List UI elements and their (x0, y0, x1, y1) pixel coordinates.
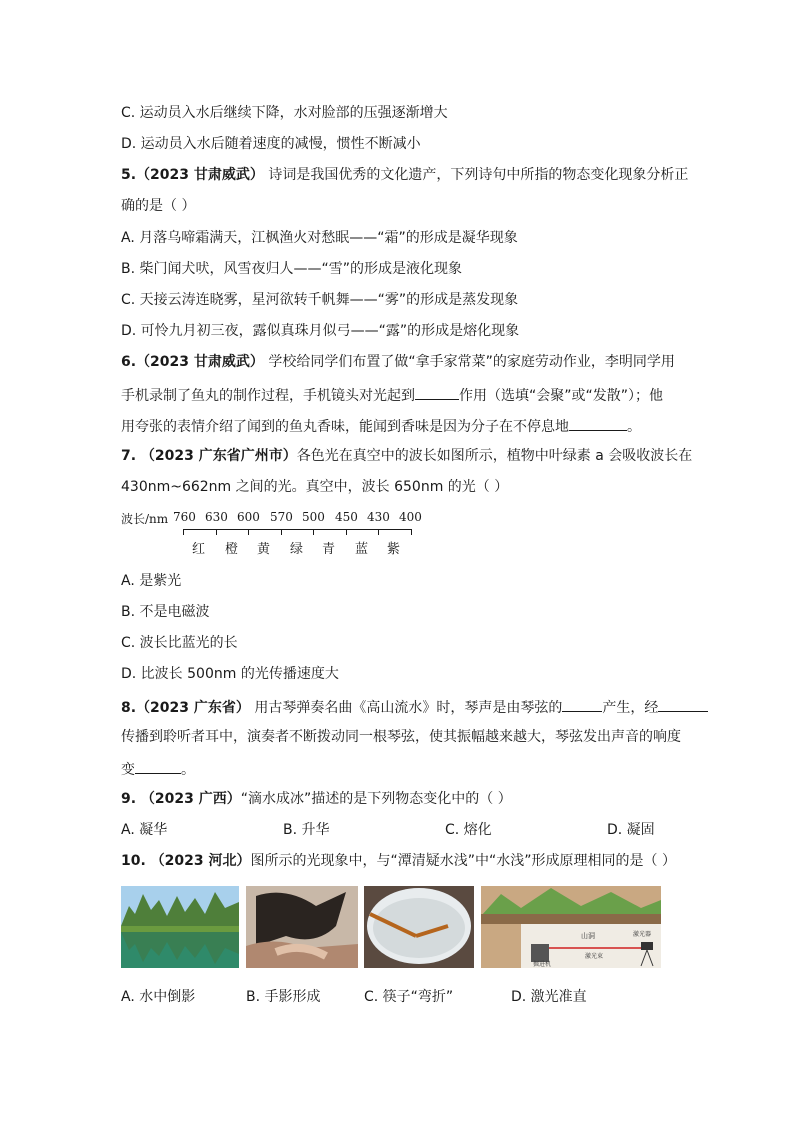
q6-blank-1[interactable] (415, 385, 459, 400)
diagram-label-laser: 激光器 (633, 931, 652, 938)
q9-option-d: D. 凝固 (607, 822, 655, 838)
question-6-tag: 6.（2023 甘肃威武） (121, 354, 264, 370)
spectrum-tick (183, 529, 184, 535)
q8-line3-b: 。 (181, 762, 195, 778)
wavelength-spectrum-figure (121, 508, 441, 556)
question-7-stem (121, 447, 692, 465)
spectrum-tick (411, 529, 412, 535)
hand-shadow-image (246, 886, 358, 968)
question-5-text: 诗词是我国优秀的文化遗产，下列诗句中所指的物态变化现象分析正 (263, 167, 689, 183)
lake-reflection-image (121, 886, 239, 968)
question-8-line3 (121, 759, 195, 779)
q7-option-c: C. 波长比蓝光的长 (121, 635, 238, 651)
q6-line2-b: 作用（选填“会聚”或“发散”）；他 (459, 388, 664, 404)
q8-blank-1[interactable] (562, 697, 602, 712)
question-5-stem-cont: 确的是（ ） (121, 198, 196, 214)
spectrum-color-label: 红 (192, 542, 206, 557)
question-10-text: 图所示的光现象中，与“潭清疑水浅”中“水浅”形成原理相同的是（ ） (250, 853, 676, 869)
q7-option-b: B. 不是电磁波 (121, 604, 210, 620)
spectrum-value: 630 (205, 510, 228, 524)
q7-option-d: D. 比波长 500nm 的光传播速度大 (121, 666, 339, 682)
question-6-line2 (121, 385, 663, 405)
spectrum-tick (281, 529, 282, 535)
spectrum-value: 500 (302, 510, 325, 524)
q9-option-a: A. 凝华 (121, 822, 168, 838)
spectrum-tick (378, 529, 379, 535)
spectrum-color-label: 橙 (225, 542, 239, 557)
q10-caption-c: C. 筷子“弯折” (364, 989, 454, 1005)
q8-line3-a: 变 (121, 762, 135, 778)
spectrum-color-label: 紫 (387, 542, 401, 557)
question-9-tag: 9. （2023 广西） (121, 791, 241, 807)
question-8-line2: 传播到聆听者耳中，演奏者不断拨动同一根琴弦，使其振幅越来越大，琴弦发出声音的响度 (121, 729, 681, 745)
q5-option-c: C. 天接云涛连晓雾，星河欲转千帆舞——“雾”的形成是蒸发现象 (121, 292, 519, 308)
q5-option-d: D. 可怜九月初三夜，露似真珠月似弓——“露”的形成是熔化现象 (121, 323, 520, 339)
q6-blank-2[interactable] (569, 416, 627, 431)
q6-line3-a: 用夸张的表情介绍了闻到的鱼丸香味，能闻到香味是因为分子在不停息地 (121, 419, 569, 435)
spectrum-tick (248, 529, 249, 535)
question-7-stem-cont: 430nm~662nm 之间的光。真空中，波长 650nm 的光（ ） (121, 479, 509, 495)
spectrum-tick (313, 529, 314, 535)
spectrum-axis-label: 波长/nm (121, 512, 169, 526)
bent-chopstick-image (364, 886, 474, 968)
question-7-text: 各色光在真空中的波长如图所示，植物中叶绿素 a 会吸收波长在 (296, 448, 693, 464)
question-7-tag: 7. （2023 广东省广州市） (121, 448, 297, 464)
q8-line1-b: 产生，经 (602, 700, 659, 716)
spectrum-value: 570 (270, 510, 293, 524)
diagram-label-machine: 掘进机 (533, 961, 552, 968)
q8-line1-a: 用古琴弹奏名曲《高山流水》时，琴声是由琴弦的 (249, 700, 563, 716)
question-6-line3 (121, 416, 641, 436)
q6-line2-a: 手机录制了鱼丸的制作过程，手机镜头对光起到 (121, 388, 415, 404)
spectrum-value: 450 (335, 510, 358, 524)
q9-option-c: C. 熔化 (445, 822, 492, 838)
q7-option-a: A. 是紫光 (121, 573, 182, 589)
question-9-text: “滴水成冰”描述的是下列物态变化中的（ ） (240, 791, 512, 807)
spectrum-color-label: 青 (322, 542, 336, 557)
spectrum-value: 400 (399, 510, 422, 524)
laser-tunnel-diagram (481, 886, 661, 968)
q10-caption-d: D. 激光准直 (511, 989, 587, 1005)
spectrum-color-label: 黄 (257, 542, 271, 557)
spectrum-value: 760 (173, 510, 196, 524)
question-5-stem (121, 166, 688, 184)
spectrum-tick (346, 529, 347, 535)
q4-option-c: C. 运动员入水后继续下降，水对脸部的压强逐渐增大 (121, 105, 448, 121)
spectrum-value: 600 (237, 510, 260, 524)
q8-blank-3[interactable] (135, 759, 181, 774)
q10-caption-a: A. 水中倒影 (121, 989, 196, 1005)
q9-option-b: B. 升华 (283, 822, 330, 838)
spectrum-color-label: 蓝 (355, 542, 369, 557)
q5-option-b: B. 柴门闻犬吠，风雪夜归人——“雪”的形成是液化现象 (121, 261, 463, 277)
question-8-tag: 8.（2023 广东省） (121, 700, 250, 716)
question-6-text: 学校给同学们布置了做“拿手家常菜”的家庭劳动作业，李明同学用 (263, 354, 675, 370)
q8-blank-2[interactable] (658, 697, 708, 712)
q6-line3-b: 。 (627, 419, 641, 435)
question-10-tag: 10. （2023 河北） (121, 853, 251, 869)
diagram-label-tunnel: 山洞 (581, 932, 595, 940)
spectrum-axis-line (183, 529, 411, 530)
diagram-label-beam: 激光束 (585, 953, 604, 960)
question-8-stem (121, 697, 708, 717)
q10-caption-b: B. 手影形成 (246, 989, 321, 1005)
question-6-stem (121, 353, 675, 371)
question-5-tag: 5.（2023 甘肃威武） (121, 167, 264, 183)
spectrum-value: 430 (367, 510, 390, 524)
q5-option-a: A. 月落乌啼霜满天，江枫渔火对愁眠——“霜”的形成是凝华现象 (121, 230, 518, 246)
q4-option-d: D. 运动员入水后随着速度的减慢，惯性不断减小 (121, 136, 421, 152)
spectrum-tick (216, 529, 217, 535)
spectrum-color-label: 绿 (290, 542, 304, 557)
question-9-stem (121, 790, 512, 808)
question-10-stem (121, 852, 676, 870)
